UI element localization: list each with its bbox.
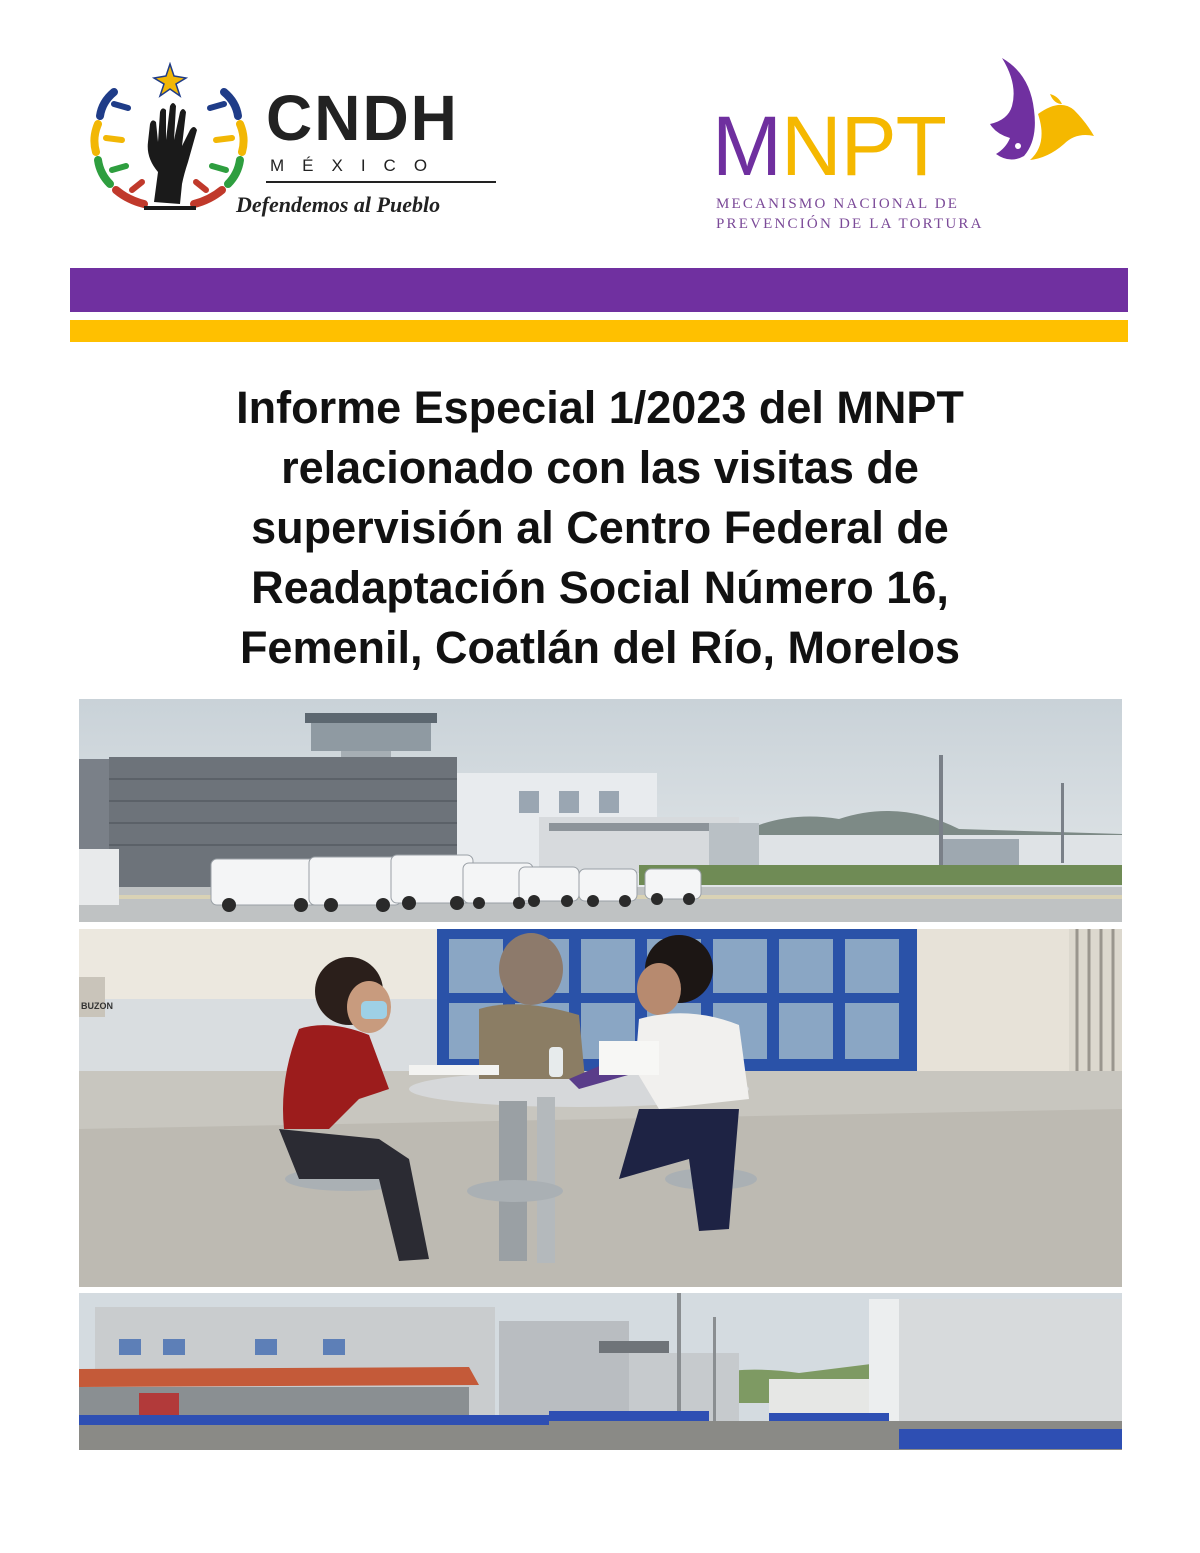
mnpt-subtitle-line1: MECANISMO NACIONAL DE (716, 196, 960, 212)
mnpt-subtitle-line2: PREVENCIÓN DE LA TORTURA (716, 216, 984, 232)
cndh-emblem-icon (84, 62, 254, 222)
cndh-divider (266, 181, 496, 183)
header-bar-purple (70, 268, 1128, 312)
title-line-5: Femenil, Coatlán del Río, Morelos (239, 622, 961, 673)
cndh-motto: Defendemos al Pueblo (236, 192, 441, 217)
header-bar-yellow (70, 320, 1128, 342)
document-title (100, 378, 1100, 678)
photo-interview-table (79, 929, 1122, 1287)
photo-residential-blocks (79, 1293, 1122, 1450)
mnpt-wordmark-m: M (712, 99, 781, 193)
title-line-2: relacionado con las visitas de (281, 442, 919, 493)
mailbox-sign: BUZON (81, 1001, 113, 1011)
cndh-wordmark: CNDH (266, 82, 459, 154)
mnpt-subtitle (716, 194, 1006, 234)
mnpt-wordmark-rest: NPT (780, 99, 946, 193)
photo-prison-exterior (79, 699, 1122, 922)
title-line-3: supervisión al Centro Federal de (251, 502, 949, 553)
cndh-logo (84, 62, 504, 232)
title-line-4: Readaptación Social Número 16, (251, 562, 949, 613)
title-line-1: Informe Especial 1/2023 del MNPT (236, 382, 964, 433)
mnpt-logo (712, 54, 1132, 234)
cndh-country: MÉXICO (270, 156, 446, 175)
dove-icon (990, 54, 1130, 194)
mnpt-wordmark (712, 99, 946, 193)
